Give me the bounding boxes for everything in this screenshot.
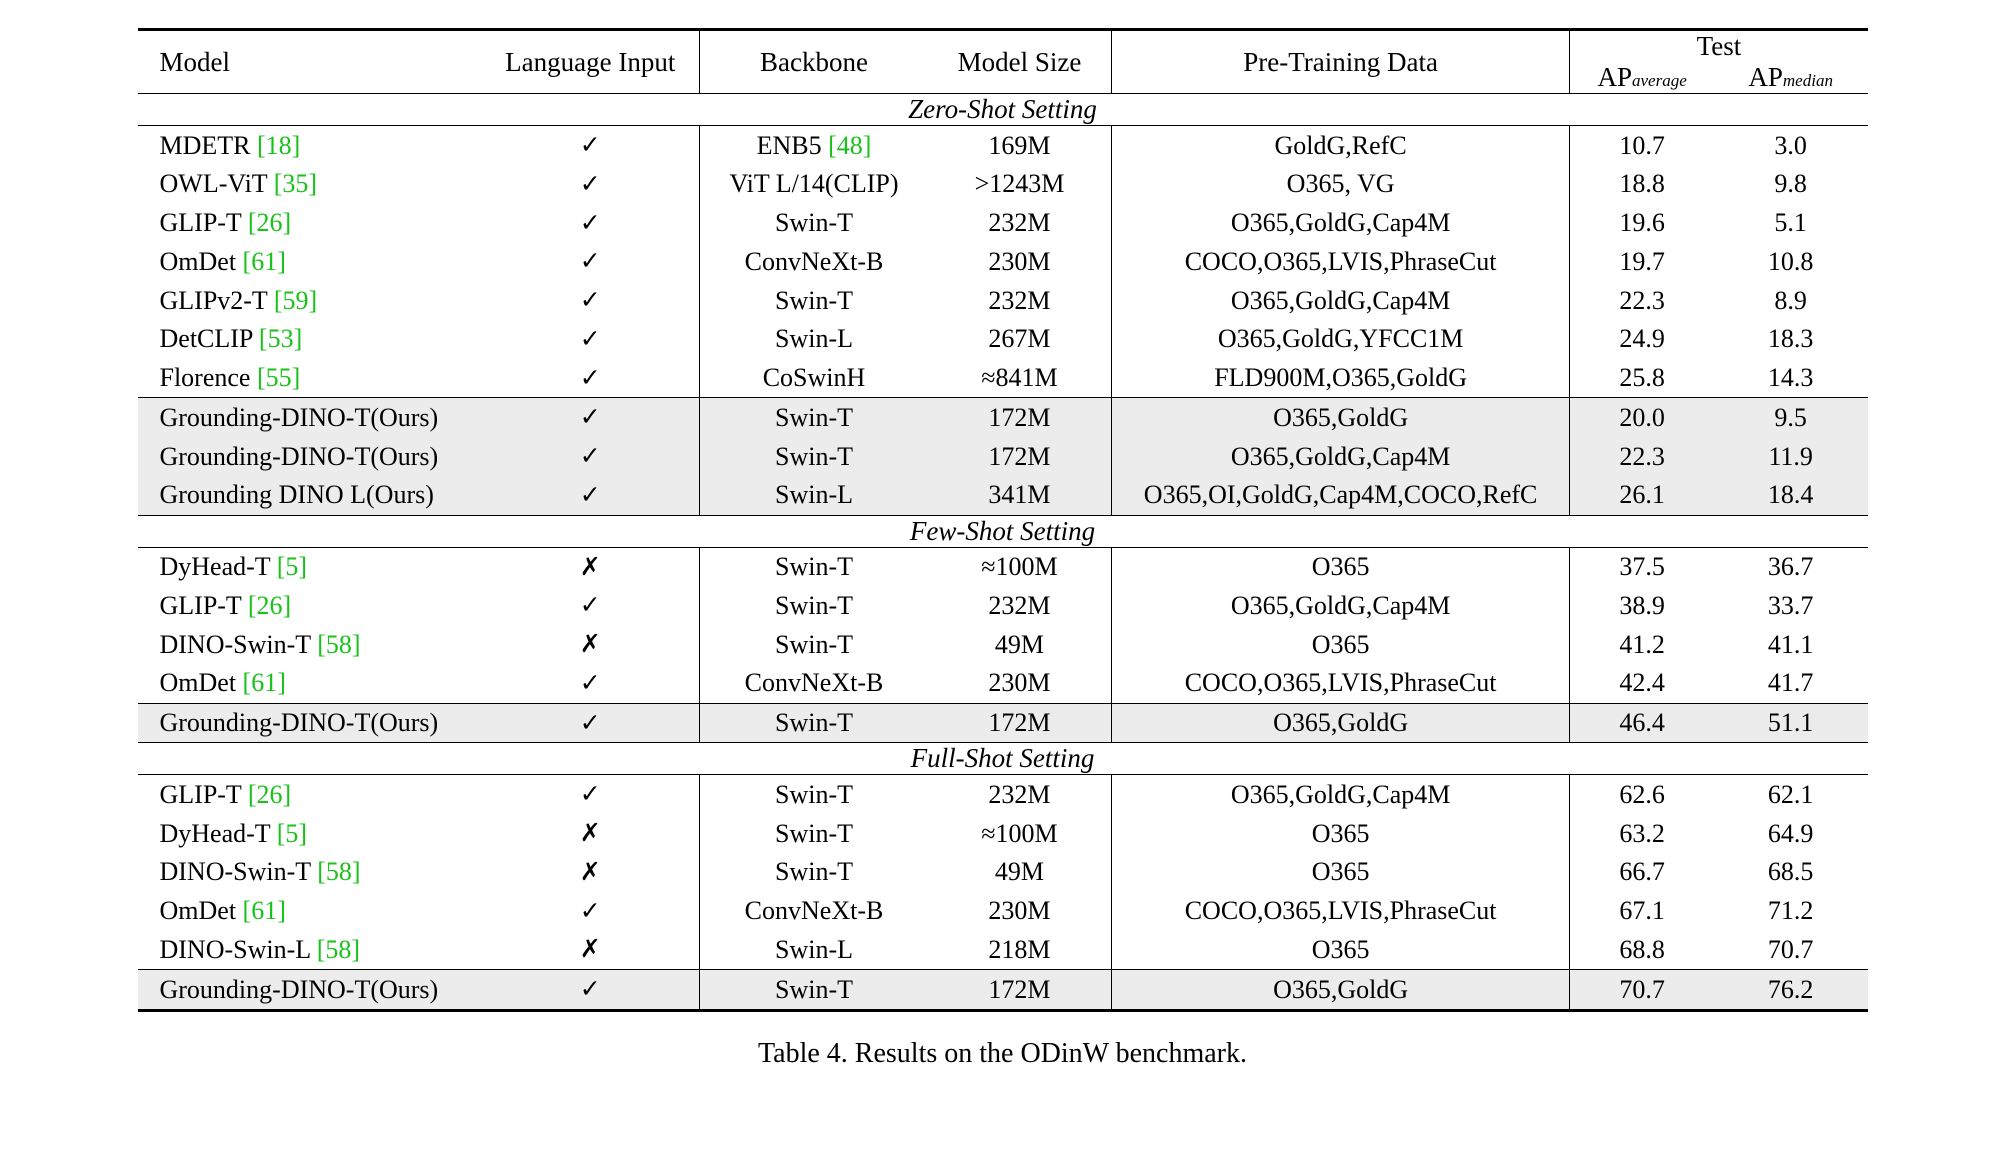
check-icon: ✓ (579, 248, 601, 276)
header-language-input: Language Input (482, 30, 700, 94)
cell-ap-average: 18.8 (1570, 165, 1714, 204)
cell-ap-average: 67.1 (1570, 892, 1714, 931)
citation-ref[interactable]: [26] (247, 208, 292, 238)
check-icon: ✓ (579, 364, 601, 392)
cell-language-input (482, 320, 700, 359)
cell-backbone: ViT L/14(CLIP) (699, 165, 928, 204)
cell-pretraining-data: O365,OI,GoldG,Cap4M,COCO,RefC (1111, 476, 1570, 515)
cell-ap-average: 66.7 (1570, 853, 1714, 892)
cell-ap-median: 11.9 (1768, 441, 1813, 471)
check-icon: ✓ (579, 170, 601, 198)
cell-ap-median: 18.4 (1767, 480, 1814, 510)
cell-model-size: 230M (988, 668, 1051, 698)
cell-ap-average: 10.7 (1570, 126, 1714, 165)
section-title-row (138, 515, 1868, 547)
table-row (138, 281, 1868, 320)
table-row (138, 242, 1868, 281)
odinw-results-table (138, 28, 1868, 1012)
cell-ap-median: 10.8 (1767, 246, 1814, 276)
cell-ap-average: 62.6 (1570, 775, 1714, 814)
cell-ap-average: 22.3 (1570, 281, 1714, 320)
check-icon: ✓ (579, 976, 601, 1004)
cell-backbone: Swin-T (699, 703, 928, 743)
check-icon: ✓ (579, 709, 601, 737)
cell-backbone: Swin-T (699, 625, 928, 664)
cell-ap-median: 70.7 (1767, 934, 1814, 964)
cell-language-input (482, 625, 700, 664)
cell-backbone: Swin-L (699, 476, 928, 515)
table-row (138, 320, 1868, 359)
cell-pretraining-data: O365 (1111, 814, 1570, 853)
table-caption: Table 4. Results on the ODinW benchmark. (758, 1037, 1247, 1069)
cell-model-size: 267M (988, 324, 1051, 354)
cell-model-size: 232M (988, 285, 1051, 315)
cell-language-input (482, 586, 700, 625)
table-header-row (138, 30, 1868, 63)
cell-ap-average: 42.4 (1570, 664, 1714, 703)
cell-language-input (482, 892, 700, 931)
cross-icon: ✗ (579, 858, 601, 886)
table-row (138, 853, 1868, 892)
table-row (138, 775, 1868, 814)
cell-model-size: 172M (928, 703, 1111, 743)
check-icon: ✓ (579, 781, 601, 809)
cell-model: OmDet [61] (159, 246, 286, 276)
check-icon: ✓ (579, 209, 601, 237)
section-title: Full-Shot Setting (138, 743, 1868, 775)
cell-language-input (482, 814, 700, 853)
cell-ap-median: 76.2 (1714, 970, 1868, 1011)
cell-model: DINO-Swin-L [58] (159, 934, 361, 964)
cell-pretraining-data: FLD900M,O365,GoldG (1111, 359, 1570, 398)
citation-ref[interactable]: [58] (317, 629, 361, 659)
cell-model: GLIP-T [26] (138, 775, 482, 814)
cell-ap-median: 9.8 (1774, 169, 1807, 199)
cell-pretraining-data: O365,GoldG,Cap4M (1111, 204, 1570, 243)
cell-ap-median: 8.9 (1774, 285, 1807, 315)
cell-pretraining-data: GoldG,RefC (1111, 126, 1570, 165)
cell-pretraining-data: O365,GoldG,Cap4M (1111, 281, 1570, 320)
cell-language-input (482, 664, 700, 703)
cell-language-input (482, 126, 700, 165)
check-icon: ✓ (579, 669, 601, 697)
citation-ref[interactable]: [55] (256, 363, 301, 393)
cell-ap-average: 63.2 (1570, 814, 1714, 853)
cell-model-size: 49M (994, 629, 1045, 659)
cell-pretraining-data: O365,GoldG,YFCC1M (1111, 320, 1570, 359)
cell-ap-average: 41.2 (1570, 625, 1714, 664)
table-row (138, 892, 1868, 931)
header-model-size: Model Size (928, 30, 1111, 94)
citation-ref[interactable]: [35] (273, 169, 318, 199)
cell-model: DINO-Swin-T [58] (159, 629, 361, 659)
cell-backbone: Swin-T (699, 547, 928, 586)
cell-ap-median: 62.1 (1714, 775, 1868, 814)
cell-language-input (482, 437, 700, 476)
cell-model: Grounding-DINO-T(Ours) (138, 703, 482, 743)
cross-icon: ✗ (579, 631, 601, 659)
section-title-row (138, 94, 1868, 126)
citation-ref[interactable]: [5] (276, 552, 308, 582)
cell-model-size: >1243M (974, 169, 1065, 199)
citation-ref[interactable]: [61] (242, 896, 286, 926)
cross-icon: ✗ (579, 936, 601, 964)
cell-model: Grounding DINO L(Ours) (159, 480, 434, 510)
cell-model: GLIP-T [26] (159, 208, 292, 238)
table-row (138, 625, 1868, 664)
cell-pretraining-data: COCO,O365,LVIS,PhraseCut (1111, 664, 1570, 703)
cell-backbone: Swin-T (699, 814, 928, 853)
cell-ap-median: 14.3 (1767, 363, 1814, 393)
results-table-container (138, 28, 1868, 1012)
cell-pretraining-data: O365, VG (1111, 165, 1570, 204)
cell-ap-median: 41.1 (1767, 629, 1814, 659)
citation-ref[interactable]: [48] (828, 130, 872, 160)
cell-language-input (482, 398, 700, 437)
citation-ref[interactable]: [5] (276, 818, 308, 848)
cell-ap-average: 37.5 (1570, 547, 1714, 586)
cell-ap-average: 38.9 (1570, 586, 1714, 625)
cell-model-size: 169M (928, 126, 1111, 165)
header-pretraining-data: Pre-Training Data (1111, 30, 1570, 94)
cell-backbone: Swin-T (699, 970, 928, 1011)
cell-model-size: 172M (928, 970, 1111, 1011)
cell-model-size: 49M (994, 857, 1045, 887)
cross-icon: ✗ (579, 553, 601, 581)
cell-model-size: ≈100M (928, 547, 1111, 586)
cell-language-input (482, 930, 700, 969)
cell-model-size: 230M (988, 246, 1051, 276)
cell-model: Grounding-DINO-T(Ours) (138, 398, 482, 437)
cross-icon: ✗ (579, 820, 601, 848)
cell-pretraining-data: O365,GoldG (1111, 398, 1570, 437)
cell-model: Grounding-DINO-T(Ours) (159, 441, 439, 471)
cell-backbone: Swin-T (699, 281, 928, 320)
cell-model: Grounding-DINO-T(Ours) (138, 970, 482, 1011)
cell-backbone: Swin-T (699, 853, 928, 892)
check-icon: ✓ (579, 132, 601, 160)
table-row (138, 664, 1868, 703)
cell-backbone: ENB5 [48] (699, 126, 928, 165)
cell-backbone: Swin-T (699, 398, 928, 437)
cell-ap-median: 9.5 (1714, 398, 1868, 437)
cell-model-size: ≈841M (981, 363, 1058, 393)
cell-model: OWL-ViT [35] (159, 169, 318, 199)
header-ap-median: APmedian (1748, 62, 1833, 93)
table-row (138, 703, 1868, 743)
check-icon: ✓ (579, 404, 601, 432)
cell-pretraining-data: O365,GoldG (1111, 970, 1570, 1011)
cell-backbone: Swin-T (699, 204, 928, 243)
check-icon: ✓ (579, 287, 601, 315)
citation-ref[interactable]: [58] (317, 857, 361, 887)
cell-language-input (482, 547, 700, 586)
cell-pretraining-data: O365 (1111, 625, 1570, 664)
citation-ref[interactable]: [61] (242, 246, 286, 276)
check-icon: ✓ (579, 481, 601, 509)
cell-language-input (482, 242, 700, 281)
citation-ref[interactable]: [26] (247, 779, 292, 809)
cell-backbone: Swin-T (699, 437, 928, 476)
cell-pretraining-data: O365,GoldG,Cap4M (1111, 586, 1570, 625)
cell-language-input (482, 476, 700, 515)
table-row (138, 437, 1868, 476)
cell-model-size: 218M (988, 934, 1051, 964)
cell-ap-average: 22.3 (1570, 437, 1714, 476)
cell-model-size: 232M (928, 775, 1111, 814)
header-test-group: Test (1570, 30, 1868, 63)
cell-model-size: 232M (988, 590, 1051, 620)
citation-ref[interactable]: [53] (258, 324, 303, 354)
table-row (138, 476, 1868, 515)
cell-ap-median: 41.7 (1767, 668, 1814, 698)
citation-ref[interactable]: [61] (242, 668, 286, 698)
header-model: Model (138, 30, 482, 94)
table-row (138, 398, 1868, 437)
cell-language-input (482, 165, 700, 204)
cell-ap-median: 64.9 (1767, 818, 1814, 848)
cell-model: DyHead-T [5] (138, 547, 482, 586)
cell-ap-median: 3.0 (1714, 126, 1868, 165)
table-row (138, 165, 1868, 204)
table-row (138, 930, 1868, 969)
cell-language-input (482, 204, 700, 243)
table-row (138, 204, 1868, 243)
cell-model: Florence [55] (159, 363, 301, 393)
check-icon: ✓ (579, 443, 601, 471)
cell-ap-average: 25.8 (1570, 359, 1714, 398)
cell-model-size: 172M (928, 398, 1111, 437)
citation-ref[interactable]: [18] (257, 130, 301, 160)
section-title-row (138, 743, 1868, 775)
cell-model: OmDet [61] (159, 668, 286, 698)
cell-model-size: ≈100M (981, 818, 1058, 848)
header-ap-average: APaverage (1570, 62, 1714, 94)
citation-ref[interactable]: [58] (316, 934, 361, 964)
cell-model: OmDet [61] (159, 896, 286, 926)
cell-ap-median: 5.1 (1774, 208, 1807, 238)
cell-pretraining-data: O365 (1111, 547, 1570, 586)
cell-ap-average: 19.7 (1570, 242, 1714, 281)
cell-backbone: Swin-L (699, 930, 928, 969)
cell-ap-average: 68.8 (1570, 930, 1714, 969)
cell-ap-average: 20.0 (1570, 398, 1714, 437)
citation-ref[interactable]: [26] (247, 590, 292, 620)
cell-pretraining-data: O365 (1111, 853, 1570, 892)
cell-backbone: CoSwinH (699, 359, 928, 398)
table-row (138, 547, 1868, 586)
cell-ap-average: 24.9 (1570, 320, 1714, 359)
cell-pretraining-data: O365,GoldG (1111, 703, 1570, 743)
check-icon: ✓ (579, 325, 601, 353)
cell-backbone: Swin-L (699, 320, 928, 359)
table-row (138, 814, 1868, 853)
section-title: Zero-Shot Setting (138, 94, 1868, 126)
cell-language-input (482, 853, 700, 892)
cell-pretraining-data: O365,GoldG,Cap4M (1111, 775, 1570, 814)
table-row (138, 586, 1868, 625)
cell-language-input (482, 970, 700, 1011)
cell-model-size: 172M (988, 441, 1051, 471)
cell-ap-average: 19.6 (1570, 204, 1714, 243)
table-row (138, 970, 1868, 1011)
cell-language-input (482, 703, 700, 743)
cell-backbone: ConvNeXt-B (699, 664, 928, 703)
table-row (138, 126, 1868, 165)
cell-ap-median: 36.7 (1714, 547, 1868, 586)
check-icon: ✓ (579, 592, 601, 620)
cell-model-size: 341M (988, 480, 1051, 510)
cell-model: DINO-Swin-T [58] (159, 857, 361, 887)
cell-pretraining-data: O365 (1111, 930, 1570, 969)
cell-model: DyHead-T [5] (159, 818, 308, 848)
cell-model: MDETR [18] (138, 126, 482, 165)
citation-ref[interactable]: [59] (273, 285, 318, 315)
cell-ap-median: 33.7 (1767, 590, 1814, 620)
cell-model: GLIPv2-T [59] (159, 285, 318, 315)
cell-backbone: Swin-T (699, 775, 928, 814)
cell-ap-median: 68.5 (1767, 857, 1814, 887)
cell-ap-average: 26.1 (1570, 476, 1714, 515)
cell-backbone: ConvNeXt-B (699, 242, 928, 281)
table-row (138, 359, 1868, 398)
cell-model-size: 232M (988, 208, 1051, 238)
cell-ap-average: 70.7 (1570, 970, 1714, 1011)
cell-ap-median: 51.1 (1714, 703, 1868, 743)
cell-model-size: 230M (988, 896, 1051, 926)
cell-ap-median: 18.3 (1767, 324, 1814, 354)
cell-ap-average: 46.4 (1570, 703, 1714, 743)
cell-pretraining-data: COCO,O365,LVIS,PhraseCut (1111, 892, 1570, 931)
cell-model: GLIP-T [26] (159, 590, 292, 620)
cell-language-input (482, 359, 700, 398)
cell-ap-median: 71.2 (1767, 896, 1814, 926)
cell-backbone: Swin-T (699, 586, 928, 625)
cell-backbone: ConvNeXt-B (699, 892, 928, 931)
cell-language-input (482, 775, 700, 814)
cell-pretraining-data: O365,GoldG,Cap4M (1111, 437, 1570, 476)
table-body (138, 30, 1868, 1011)
check-icon: ✓ (579, 897, 601, 925)
cell-language-input (482, 281, 700, 320)
cell-model: DetCLIP [53] (159, 324, 303, 354)
header-backbone: Backbone (699, 30, 928, 94)
section-title: Few-Shot Setting (138, 515, 1868, 547)
cell-pretraining-data: COCO,O365,LVIS,PhraseCut (1111, 242, 1570, 281)
